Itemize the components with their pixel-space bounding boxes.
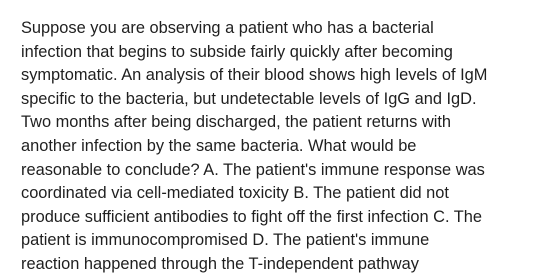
question-line: reaction happened through the T-independent pathway [21, 254, 419, 273]
question-text [21, 17, 543, 277]
question-line: patient is immunocompromised D. The patient's immune [21, 231, 430, 250]
question-line: another infection by the same bacteria. What would be [21, 136, 417, 155]
question-line: infection that begins to subside fairly quickly after becoming [21, 42, 453, 61]
question-line: specific to the bacteria, but undetectable levels of IgG and IgD. [21, 89, 477, 108]
question-line: coordinated via cell-mediated toxicity B. The patient did not [21, 184, 449, 203]
question-line: produce sufficient antibodies to fight off the first infection C. The [21, 207, 483, 226]
question-line: symptomatic. An analysis of their blood shows high levels of IgM [21, 66, 488, 85]
question-line: Two months after being discharged, the patient returns with [21, 113, 452, 132]
question-line: Suppose you are observing a patient who has a bacterial [21, 19, 434, 37]
question-line: reasonable to conclude? A. The patient's immune response was [21, 160, 485, 179]
